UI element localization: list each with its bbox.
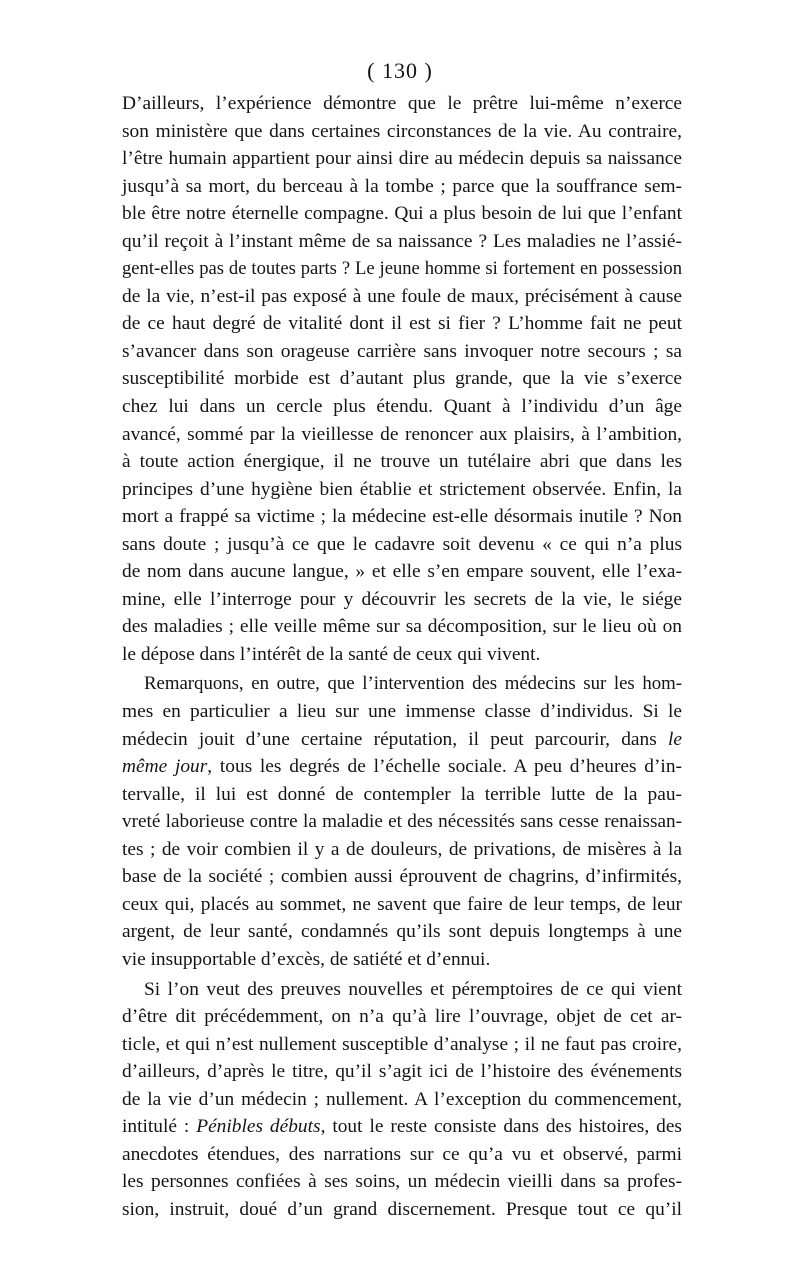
text-line: sion, instruit, doué d’un grand discernement. Presque tout ce qu’il: [122, 1198, 682, 1220]
text-line: de nom dans aucune langue, » et elle s’en empare souvent, elle l’exa-: [122, 561, 682, 583]
text-line: gent-elles pas de toutes parts ? Le jeune homme si fortement en possession: [122, 258, 682, 280]
paragraph: [122, 670, 682, 973]
text-line: avancé, sommé par la vieillesse de renoncer aux plaisirs, à l’ambition,: [122, 423, 682, 445]
text-line: d’ailleurs, d’après le titre, qu’il s’agit ici de l’histoire des événements: [122, 1061, 682, 1083]
text-line: de la vie d’un médecin ; nullement. A l’exception du commencement,: [122, 1088, 682, 1110]
paragraph: [122, 90, 682, 668]
text-line: Si l’on veut des preuves nouvelles et péremptoires de ce qui vient: [144, 978, 682, 1000]
text-line: sans doute ; jusqu’à ce que le cadavre soit devenu « ce qui n’a plus: [122, 533, 682, 555]
text-line: mes en particulier a lieu sur une immense classe d’individus. Si le: [122, 701, 682, 723]
paragraph: [122, 976, 682, 1224]
text-line: jusqu’à sa mort, du berceau à la tombe ; parce que la souffrance sem-: [122, 175, 682, 197]
text-line: argent, de leur santé, condamnés qu’ils sont depuis longtemps à une: [122, 921, 682, 943]
text-line: le dépose dans l’intérêt de la santé de ceux qui vivent.: [122, 643, 541, 665]
text-line: l’être humain appartient pour ainsi dire au médecin depuis sa naissance: [122, 148, 682, 170]
text-line: tervalle, il lui est donné de contempler la terrible lutte de la pau-: [122, 783, 682, 805]
page-number: ( 130 ): [367, 58, 433, 83]
text-line: susceptibilité morbide est d’autant plus grande, que la vie s’exerce: [122, 368, 682, 390]
text-line: ticle, et qui n’est nullement susceptible d’analyse ; il ne faut pas croire,: [122, 1033, 682, 1055]
text-line: chez lui dans un cercle plus étendu. Quant à l’individu d’un âge: [122, 396, 682, 418]
text-line: s’avancer dans son orageuse carrière sans invoquer notre secours ; sa: [122, 340, 682, 362]
text-line: qu’il reçoit à l’instant même de sa naissance ? Les maladies ne l’assié-: [122, 230, 682, 252]
text-line: de la vie, n’est-il pas exposé à une foule de maux, précisément à cause: [122, 285, 682, 307]
text-line: des maladies ; elle veille même sur sa décomposition, sur le lieu où on: [122, 616, 682, 638]
text-line: Remarquons, en outre, que l’intervention des médecins sur les hom-: [144, 673, 682, 695]
text-line: intitulé : Pénibles débuts, tout le reste consiste dans des histoires, des: [122, 1116, 682, 1138]
text-line: ceux qui, placés au sommet, ne savent que faire de leur temps, de leur: [122, 893, 682, 915]
text-line: mort a frappé sa victime ; la médecine est-elle désormais inutile ? Non: [122, 506, 682, 528]
text-line: de ce haut degré de vitalité dont il est si fier ? L’homme fait ne peut: [122, 313, 682, 335]
text-line: anecdotes étendues, des narrations sur ce qu’a vu et observé, parmi: [122, 1143, 682, 1165]
text-line: médecin jouit d’une certaine réputation, il peut parcourir, dans le: [122, 728, 682, 750]
text-line: même jour, tous les degrés de l’échelle sociale. A peu d’heures d’in-: [122, 756, 682, 778]
body-text: [122, 90, 682, 1223]
text-line: à toute action énergique, il ne trouve un tutélaire abri que dans les: [122, 451, 682, 473]
text-line: principes d’une hygiène bien établie et strictement observée. Enfin, la: [122, 478, 682, 500]
text-line: mine, elle l’interroge pour y découvrir les secrets de la vie, le siége: [122, 588, 682, 610]
text-line: vie insupportable d’excès, de satiété et d’ennui.: [122, 948, 491, 970]
text-line: d’être dit précédemment, on n’a qu’à lire l’ouvrage, objet de cet ar-: [122, 1006, 682, 1028]
text-line: vreté laborieuse contre la maladie et des nécessités sans cesse renaissan-: [122, 811, 682, 833]
text-line: les personnes confiées à ses soins, un médecin vieilli dans sa profes-: [122, 1171, 682, 1193]
text-line: tes ; de voir combien il y a de douleurs, de privations, de misères à la: [122, 838, 682, 860]
text-line: base de la société ; combien aussi éprouvent de chagrins, d’infirmités,: [122, 866, 682, 888]
text-line: son ministère que dans certaines circonstances de la vie. Au contraire,: [122, 120, 682, 142]
text-line: D’ailleurs, l’expérience démontre que le prêtre lui-même n’exerce: [122, 93, 682, 114]
text-line: ble être notre éternelle compagne. Qui a plus besoin de lui que l’enfant: [122, 203, 682, 225]
